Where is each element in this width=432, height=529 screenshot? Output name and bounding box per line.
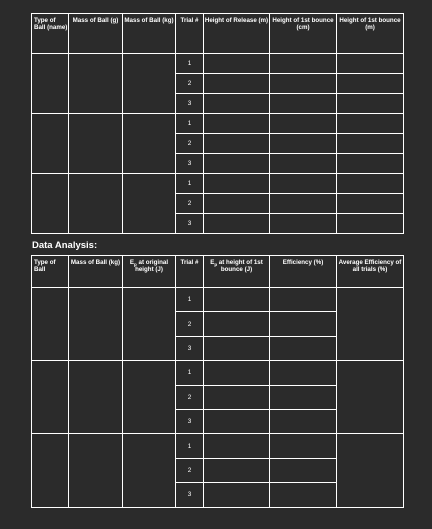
cell-ep-bounce[interactable] [204, 409, 270, 433]
header-bounce-m: Height of 1st bounce (m) [337, 14, 404, 54]
header-height-release: Height of Release (m) [204, 14, 270, 54]
trial-number: 3 [176, 483, 204, 507]
cell-height-release[interactable] [204, 194, 270, 214]
cell-bounce-cm[interactable] [270, 194, 337, 214]
cell-efficiency[interactable] [270, 458, 337, 482]
cell-height-release[interactable] [204, 114, 270, 134]
table-header-row [32, 256, 404, 288]
cell-mass-g[interactable] [69, 54, 123, 114]
header-average-efficiency: Average Efficiency of all trials (%) [337, 256, 404, 288]
table-row [32, 361, 404, 385]
cell-type[interactable] [32, 54, 69, 114]
cell-bounce-cm[interactable] [270, 74, 337, 94]
trial-number: 3 [176, 409, 204, 433]
cell-efficiency[interactable] [270, 336, 337, 360]
ep-subscript: p [134, 262, 137, 268]
cell-efficiency[interactable] [270, 361, 337, 385]
cell-type[interactable] [32, 174, 69, 234]
cell-height-release[interactable] [204, 134, 270, 154]
cell-ep-original[interactable] [123, 288, 176, 361]
header-type-of-ball: Type of Ball [32, 256, 69, 288]
cell-mass-kg[interactable] [69, 288, 123, 361]
header-ep-original [123, 256, 176, 288]
trial-number: 2 [176, 312, 204, 336]
trial-number: 3 [176, 94, 204, 114]
cell-mass-kg[interactable] [69, 361, 123, 434]
cell-ep-bounce[interactable] [204, 288, 270, 312]
cell-mass-g[interactable] [69, 114, 123, 174]
cell-efficiency[interactable] [270, 483, 337, 507]
trial-number: 1 [176, 114, 204, 134]
cell-bounce-m[interactable] [337, 174, 404, 194]
header-trial: Trial # [176, 256, 204, 288]
trial-number: 2 [176, 194, 204, 214]
header-mass-kg: Mass of Ball (kg) [69, 256, 123, 288]
cell-ep-bounce[interactable] [204, 312, 270, 336]
header-efficiency: Efficiency (%) [270, 256, 337, 288]
trial-number: 2 [176, 458, 204, 482]
cell-bounce-m[interactable] [337, 54, 404, 74]
cell-bounce-cm[interactable] [270, 214, 337, 234]
cell-ep-bounce[interactable] [204, 336, 270, 360]
ep-symbol: E [129, 259, 135, 266]
header-bounce-cm: Height of 1st bounce (cm) [270, 14, 337, 54]
trial-number: 1 [176, 288, 204, 312]
table-row [32, 288, 404, 312]
cell-average-efficiency[interactable] [337, 288, 404, 361]
cell-bounce-cm[interactable] [270, 94, 337, 114]
trial-number: 3 [176, 214, 204, 234]
cell-mass-kg[interactable] [123, 174, 176, 234]
cell-mass-kg[interactable] [123, 54, 176, 114]
header-mass-g: Mass of Ball (g) [69, 14, 123, 54]
cell-mass-kg[interactable] [69, 434, 123, 507]
cell-mass-kg[interactable] [123, 114, 176, 174]
cell-bounce-m[interactable] [337, 214, 404, 234]
cell-bounce-cm[interactable] [270, 114, 337, 134]
cell-bounce-m[interactable] [337, 134, 404, 154]
cell-height-release[interactable] [204, 74, 270, 94]
cell-efficiency[interactable] [270, 434, 337, 458]
trial-number: 2 [176, 134, 204, 154]
cell-ep-bounce[interactable] [204, 361, 270, 385]
ep-bounce-label: at height of 1st bounce (J) [217, 259, 263, 273]
ep-symbol: E [210, 259, 215, 266]
header-type-of-ball: Type of Ball (name) [32, 14, 69, 54]
data-analysis-title: Data Analysis: [32, 240, 98, 251]
table-header-row [32, 14, 404, 54]
cell-bounce-m[interactable] [337, 114, 404, 134]
cell-ep-original[interactable] [123, 434, 176, 507]
trial-number: 3 [176, 336, 204, 360]
trial-number: 1 [176, 361, 204, 385]
cell-height-release[interactable] [204, 214, 270, 234]
cell-average-efficiency[interactable] [337, 434, 404, 507]
cell-type[interactable] [32, 361, 69, 434]
cell-efficiency[interactable] [270, 385, 337, 409]
ball-bounce-data-table [31, 13, 404, 234]
cell-type[interactable] [32, 114, 69, 174]
cell-bounce-cm[interactable] [270, 134, 337, 154]
header-trial: Trial # [176, 14, 204, 54]
cell-bounce-m[interactable] [337, 154, 404, 174]
cell-average-efficiency[interactable] [337, 361, 404, 434]
cell-bounce-cm[interactable] [270, 174, 337, 194]
cell-ep-bounce[interactable] [204, 483, 270, 507]
trial-number: 2 [176, 385, 204, 409]
cell-type[interactable] [32, 434, 69, 507]
cell-height-release[interactable] [204, 94, 270, 114]
cell-bounce-cm[interactable] [270, 154, 337, 174]
trial-number: 1 [176, 174, 204, 194]
cell-ep-original[interactable] [123, 361, 176, 434]
header-ep-bounce [204, 256, 270, 288]
cell-efficiency[interactable] [270, 312, 337, 336]
cell-ep-bounce[interactable] [204, 434, 270, 458]
cell-bounce-m[interactable] [337, 94, 404, 114]
cell-mass-g[interactable] [69, 174, 123, 234]
table-row [32, 114, 404, 134]
cell-efficiency[interactable] [270, 288, 337, 312]
table-row [32, 434, 404, 458]
cell-type[interactable] [32, 288, 69, 361]
cell-ep-bounce[interactable] [204, 385, 270, 409]
cell-height-release[interactable] [204, 154, 270, 174]
table-row [32, 54, 404, 74]
cell-bounce-m[interactable] [337, 74, 404, 94]
ep-subscript: p [214, 262, 218, 268]
cell-height-release[interactable] [204, 174, 270, 194]
table-row [32, 174, 404, 194]
trial-number: 1 [176, 54, 204, 74]
cell-bounce-m[interactable] [337, 194, 404, 214]
ep-original-label: at original height (J) [135, 259, 169, 273]
header-mass-kg: Mass of Ball (kg) [123, 14, 176, 54]
cell-bounce-cm[interactable] [270, 54, 337, 74]
cell-height-release[interactable] [204, 54, 270, 74]
cell-ep-bounce[interactable] [204, 458, 270, 482]
data-analysis-table [31, 255, 404, 508]
trial-number: 3 [176, 154, 204, 174]
cell-efficiency[interactable] [270, 409, 337, 433]
trial-number: 1 [176, 434, 204, 458]
trial-number: 2 [176, 74, 204, 94]
